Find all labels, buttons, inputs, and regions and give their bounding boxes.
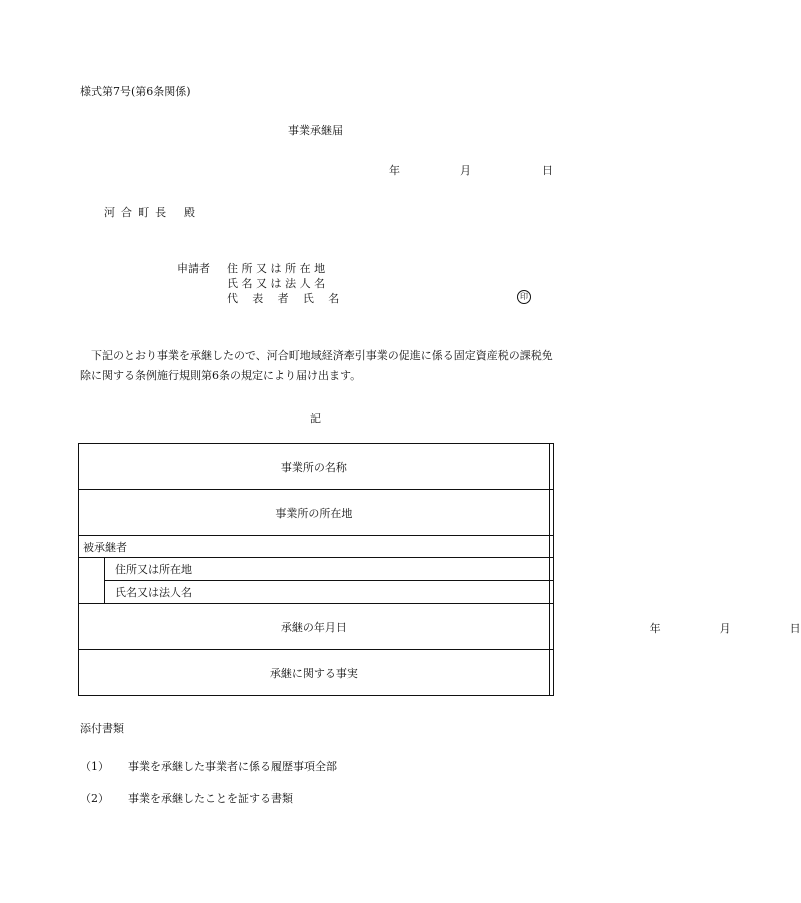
table-row <box>79 444 554 490</box>
successor-header-field <box>549 536 553 558</box>
indent-cell <box>79 558 105 581</box>
successor-name-field[interactable] <box>549 581 553 604</box>
honorific: 殿 <box>184 206 195 219</box>
attachment-item-2-number: （2） <box>80 792 109 805</box>
succession-date-field[interactable] <box>549 604 801 650</box>
office-name-field[interactable] <box>549 444 553 490</box>
successor-address-field[interactable] <box>549 558 553 581</box>
applicant-address-label: 住所又は所在地 <box>227 262 329 275</box>
addressee: 河合町長 <box>104 206 173 219</box>
successor-header: 被承継者 <box>79 536 550 558</box>
form-number: 様式第7号(第6条関係) <box>80 85 191 98</box>
succession-date-month: 月 <box>719 622 731 635</box>
successor-address-label: 住所又は所在地 <box>105 558 550 581</box>
body-paragraph: 下記のとおり事業を承継したので、河合町地域経済牽引事業の促進に係る固定資産税の課税免除に関する条例施行規則第6条の規定により届け出ます。 <box>80 349 553 382</box>
attachments-heading: 添付書類 <box>80 722 124 735</box>
office-location-label: 事業所の所在地 <box>79 490 550 536</box>
attachment-item-1-text: 事業を承継した事業者に係る履歴事項全部 <box>128 760 337 773</box>
indent-cell <box>79 581 105 604</box>
attachment-item-2-text: 事業を承継したことを証する書類 <box>128 792 293 805</box>
table-row <box>79 536 554 558</box>
table-row <box>79 490 554 536</box>
succession-date-day: 日 <box>789 622 801 635</box>
attachment-item-1-number: （1） <box>80 760 109 773</box>
successor-name-label: 氏名又は法人名 <box>105 581 550 604</box>
seal-mark: 印 <box>517 290 531 304</box>
ki-heading: 記 <box>310 412 321 425</box>
date-month-label: 月 <box>460 164 471 177</box>
document-title: 事業承継届 <box>288 124 343 137</box>
office-name-label: 事業所の名称 <box>79 444 550 490</box>
succession-facts-field[interactable] <box>549 650 553 696</box>
date-day-label: 日 <box>542 164 553 177</box>
date-year-label: 年 <box>389 164 400 177</box>
succession-date-label: 承継の年月日 <box>79 604 550 650</box>
succession-date-year: 年 <box>649 622 661 635</box>
table-row <box>79 558 554 581</box>
applicant-label: 申請者 <box>177 262 210 275</box>
table-row <box>79 650 554 696</box>
succession-facts-label: 承継に関する事実 <box>79 650 550 696</box>
table-row <box>79 604 554 650</box>
succession-table <box>78 443 801 696</box>
applicant-representative-label: 代表者氏名 <box>227 292 354 305</box>
office-location-field[interactable] <box>549 490 553 536</box>
applicant-name-label: 氏名又は法人名 <box>227 277 329 290</box>
table-row <box>79 581 554 604</box>
